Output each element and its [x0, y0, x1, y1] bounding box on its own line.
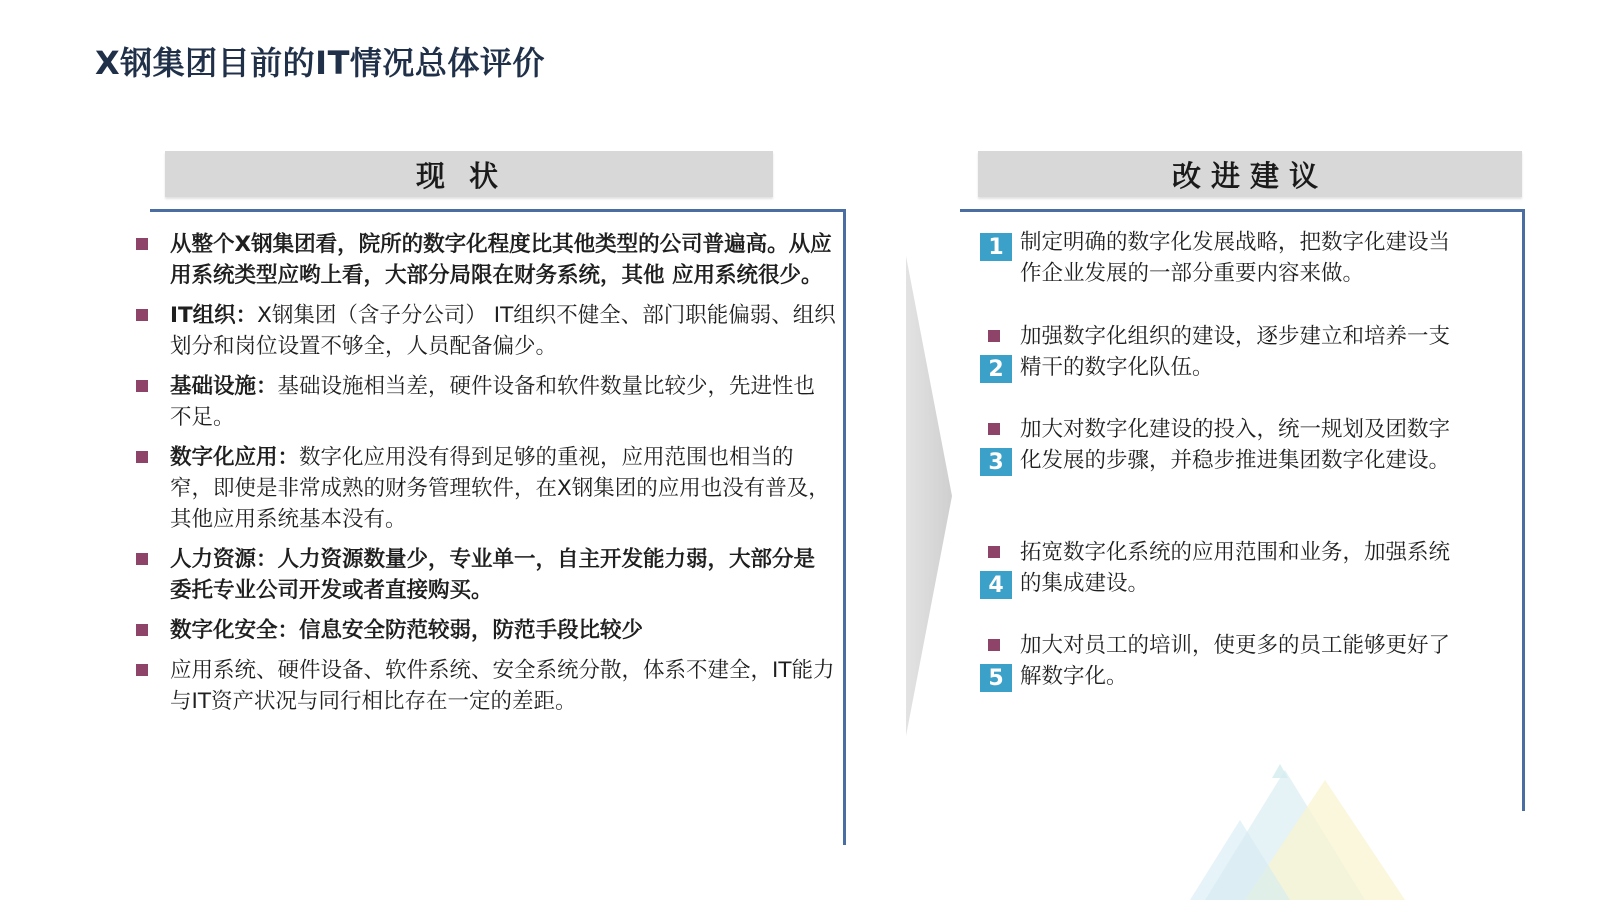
status-item-label: IT组织： — [170, 303, 258, 328]
status-item-label: 数字化应用： — [170, 445, 300, 470]
square-bullet-icon — [136, 451, 148, 463]
status-item — [136, 544, 836, 606]
status-item-text: 应用系统、硬件设备、软件系统、安全系统分散，体系不建全，IT能力与IT资产状况与同行相比存在一定的差距。 — [170, 658, 835, 714]
square-bullet-icon — [136, 553, 148, 565]
status-item — [136, 655, 836, 717]
status-panel-frame-right — [843, 209, 846, 845]
square-bullet-icon — [988, 639, 1000, 651]
suggestion-text: 加强数字化组织的建设，逐步建立和培养一支精干的数字化队伍。 — [1020, 324, 1451, 380]
square-bullet-icon — [136, 238, 148, 250]
number-badge: 5 — [980, 664, 1012, 692]
status-item-text: 数字化应用没有得到足够的重视，应用范围也相当的窄，即使是非常成熟的财务管理软件，在X钢集团的应用也没有普及，其他应用系统基本没有。 — [170, 445, 830, 532]
status-item — [136, 371, 836, 433]
suggestion-text: 加大对员工的培训，使更多的员工能够更好了解数字化。 — [1020, 633, 1451, 689]
page-title: X钢集团目前的IT情况总体评价 — [95, 44, 545, 82]
suggestions-panel-frame-right — [1522, 209, 1525, 811]
square-bullet-icon — [988, 423, 1000, 435]
right-arrow-icon — [906, 256, 956, 736]
square-bullet-icon — [988, 330, 1000, 342]
number-badge: 2 — [980, 355, 1012, 383]
square-bullet-icon — [136, 624, 148, 636]
suggestion-text: 拓宽数字化系统的应用范围和业务，加强系统的集成建设。 — [1020, 540, 1451, 596]
status-item-text: 基础设施相当差，硬件设备和软件数量比较少，先进性也不足。 — [170, 374, 816, 430]
status-list — [136, 229, 836, 726]
square-bullet-icon — [136, 380, 148, 392]
square-bullet-icon — [988, 546, 1000, 558]
status-panel-header: 现状 — [165, 151, 773, 197]
status-item-text: 从整个X钢集团看，院所的数字化程度比其他类型的公司普遍高。从应用系统类型应哟上看，大部分局限在财务系统，其他 应用系统很少。 — [170, 232, 832, 288]
status-item-text: 数字化安全：信息安全防范较弱，防范手段比较少 — [170, 618, 644, 643]
status-item-text: X钢集团（含子分公司） IT组织不健全、部门职能偏弱、组织划分和岗位设置不够全，人员配备偏少。 — [170, 303, 836, 359]
number-badge: 4 — [980, 571, 1012, 599]
status-item — [136, 615, 836, 646]
status-panel-frame-top — [150, 209, 845, 212]
square-bullet-icon — [136, 309, 148, 321]
number-badge: 3 — [980, 448, 1012, 476]
status-item-text: 人力资源：人力资源数量少，专业单一，自主开发能力弱，大部分是委托专业公司开发或者直接购买。 — [170, 547, 816, 603]
suggestion-text: 加大对数字化建设的投入，统一规划及团数字化发展的步骤，并稳步推进集团数字化建设。 — [1020, 417, 1451, 473]
status-item — [136, 300, 836, 362]
suggestions-panel-header: 改进建议 — [978, 151, 1522, 197]
square-bullet-icon — [136, 664, 148, 676]
suggestion-text: 制定明确的数字化发展战略，把数字化建设当作企业发展的一部分重要内容来做。 — [1020, 230, 1451, 286]
number-badge: 1 — [980, 233, 1012, 261]
suggestions-panel-frame-top — [960, 209, 1525, 212]
status-item-label: 基础设施： — [170, 374, 278, 399]
decorative-triangles — [1160, 760, 1420, 900]
status-item — [136, 442, 836, 535]
status-item — [136, 229, 836, 291]
